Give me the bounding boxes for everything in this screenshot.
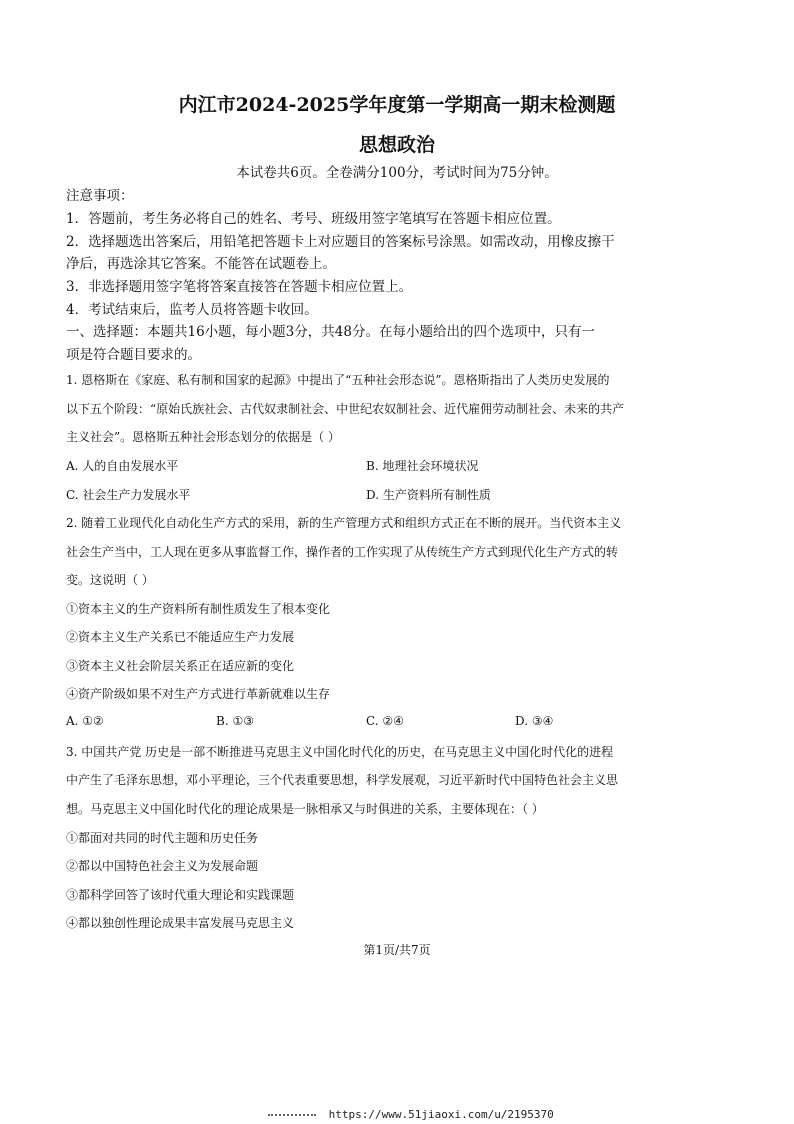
subject-title: 思想政治 [358,134,435,156]
q3-item-1: ①都面对共同的时代主题和历史任务 [66,831,259,845]
exam-title: 内江市2024-2025学年度第一学期高一期末检测题 [178,94,616,116]
section-1-heading: 一、选择题：本题共16小题，每小题3分，共48分。在每小题给出的四个选项中，只有一 [66,324,595,340]
q3-item-2: ②都以中国特色社会主义为发展命题 [66,859,259,873]
q2-stem-line-2: 社会生产当中，工人现在更多从事监督工作，操作者的工作实现了从传统生产方式到现代化生产方式的转 [66,545,619,559]
notes-heading: 注意事项： [66,188,134,204]
exam-info: 本试卷共6页。全卷满分100分，考试时间为75分钟。 [236,165,558,181]
q3-stem-line-2: 中产生了毛泽东思想，邓小平理论，三个代表重要思想，科学发展观，习近平新时代中国特色社会主义思 [66,773,619,787]
note-3: 3．非选择题用签字笔将答案直接答在答题卡相应位置上。 [66,279,413,295]
watermark-icon [268,1114,316,1116]
q2-stem-line-1: 2. 随着工业现代化自动化生产方式的采用，新的生产管理方式和组织方式正在不断的展开。当代资本主义 [66,516,622,530]
q3-stem-line-1: 3. 中国共产党 历史是一部不断推进马克思主义中国化时代化的历史，在马克思主义中国化时代化的进程 [66,745,614,759]
note-4: 4．考试结束后，监考人员将答题卡收回。 [66,302,318,318]
q1-stem-line-3: 主义社会”。恩格斯五种社会形态划分的依据是（ ） [66,430,340,444]
q1-option-c: C. 社会生产力发展水平 [66,488,191,502]
q3-item-4: ④都以独创性理论成果丰富发展马克思主义 [66,916,295,930]
q2-item-1: ①资本主义的生产资料所有制性质发生了根本变化 [66,602,331,616]
q1-stem-line-2: 以下五个阶段：“原始氏族社会、古代奴隶制社会、中世纪农奴制社会、近代雇佣劳动制社会、未来的共产 [66,402,625,416]
q1-stem-line-1: 1. 恩格斯在《家庭、私有制和国家的起源》中提出了“五种社会形态说”。恩格斯指出了人类历史发展的 [66,373,610,387]
note-2: 2．选择题选出答案后，用铅笔把答题卡上对应题目的答案标号涂黑。如需改动，用橡皮擦干 [66,234,615,250]
q2-option-a: A. ①② [66,714,104,728]
q1-option-a: A. 人的自由发展水平 [66,459,179,473]
section-1-heading-cont: 项是符合题目要求的。 [66,347,201,363]
q2-item-4: ④资产阶级如果不对生产方式进行革新就难以生存 [66,687,331,701]
watermark-url[interactable] [268,1108,554,1121]
q2-stem-line-3: 变。这说明（ ） [66,573,154,587]
note-2-cont: 净后，再选涂其它答案。不能答在试题卷上。 [66,256,336,272]
q2-item-3: ③资本主义社会阶层关系正在适应新的变化 [66,659,295,673]
page-number: 第1页/共7页 [363,943,431,957]
q1-option-d: D. 生产资料所有制性质 [366,488,491,502]
q2-option-d: D. ③④ [515,714,554,728]
q3-stem-line-3: 想。马克思主义中国化时代化的理论成果是一脉相承又与时俱进的关系，主要体现在：（ ） [66,802,544,816]
q1-option-b: B. 地理社会环境状况 [366,459,479,473]
watermark-url-text: https://www.51jiaoxi.com/u/2195370 [328,1108,554,1121]
q2-option-b: B. ①③ [216,714,254,728]
q2-option-c: C. ②④ [366,714,404,728]
q3-item-3: ③都科学回答了该时代重大理论和实践课题 [66,888,295,902]
q2-item-2: ②资本主义生产关系已不能适应生产力发展 [66,630,295,644]
note-1: 1．答题前，考生务必将自己的姓名、考号、班级用签字笔填写在答题卡相应位置。 [66,211,561,227]
